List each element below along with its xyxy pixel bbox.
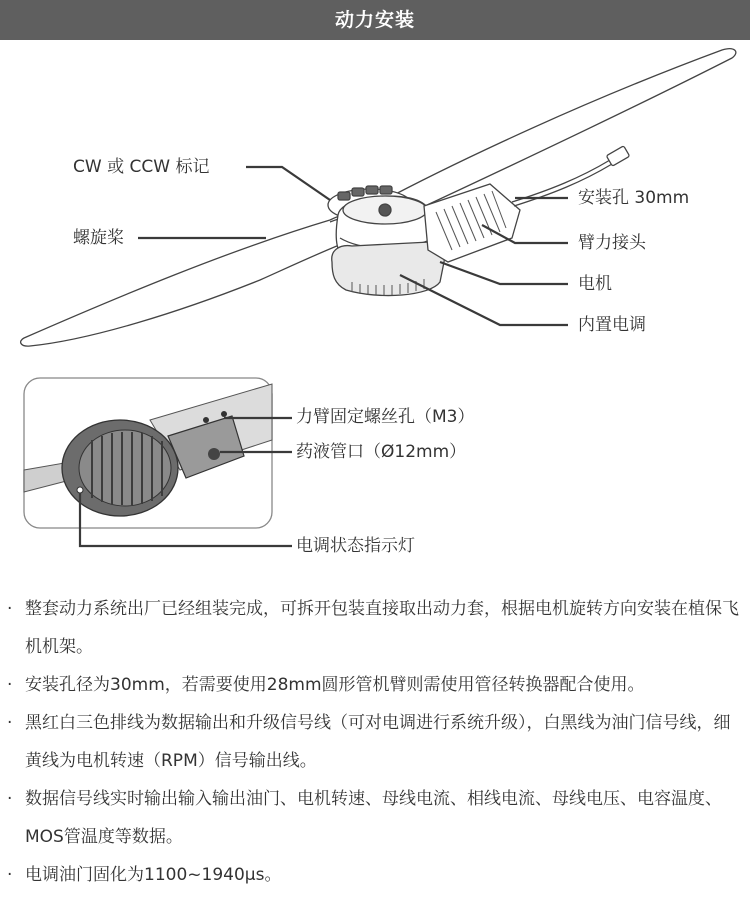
motor-label: 电机 (578, 274, 612, 294)
note-item: · 安装孔径为30mm，若需要使用28mm圆形管机臂则需使用管径转换器配合使用。 (0, 666, 750, 704)
mount-hole-label: 安装孔 30mm (578, 188, 690, 208)
bullet-dot: · (7, 865, 13, 885)
section-header (0, 0, 750, 40)
bullet-dot: · (7, 789, 13, 809)
section-title: 动力安装 (334, 9, 415, 31)
liquid-port-label: 药液管口（Ø12mm） (296, 442, 467, 462)
cw-ccw-mark-label: CW 或 CCW 标记 (73, 157, 210, 177)
note-item: · 整套动力系统出厂已经组装完成，可拆开包装直接取出动力套，根据电机旋转方向安装在植保飞机机架。 (0, 590, 750, 666)
esc-status-light-label: 电调状态指示灯 (296, 536, 415, 556)
note-item: · 电调油门固化为1100~1940μs。 (0, 856, 750, 894)
arm-screw-hole-label: 力臂固定螺丝孔（M3） (296, 407, 475, 427)
propeller-label: 螺旋桨 (73, 228, 124, 248)
bullet-dot: · (7, 675, 13, 695)
power-unit-illustration (0, 40, 750, 560)
notes-list (0, 590, 750, 894)
arm-connector-label: 臂力接头 (578, 233, 646, 253)
note-item: · 黑红白三色排线为数据输出和升级信号线（可对电调进行系统升级），白黑线为油门信号线，细黄线为电机转速（RPM）信号输出线。 (0, 704, 750, 780)
bullet-dot: · (7, 713, 13, 733)
built-in-esc-label: 内置电调 (578, 315, 646, 335)
note-item: · 数据信号线实时输出输入输出油门、电机转速、母线电流、相线电流、母线电压、电容温度、MOS管温度等数据。 (0, 780, 750, 856)
bullet-dot: · (7, 599, 13, 619)
